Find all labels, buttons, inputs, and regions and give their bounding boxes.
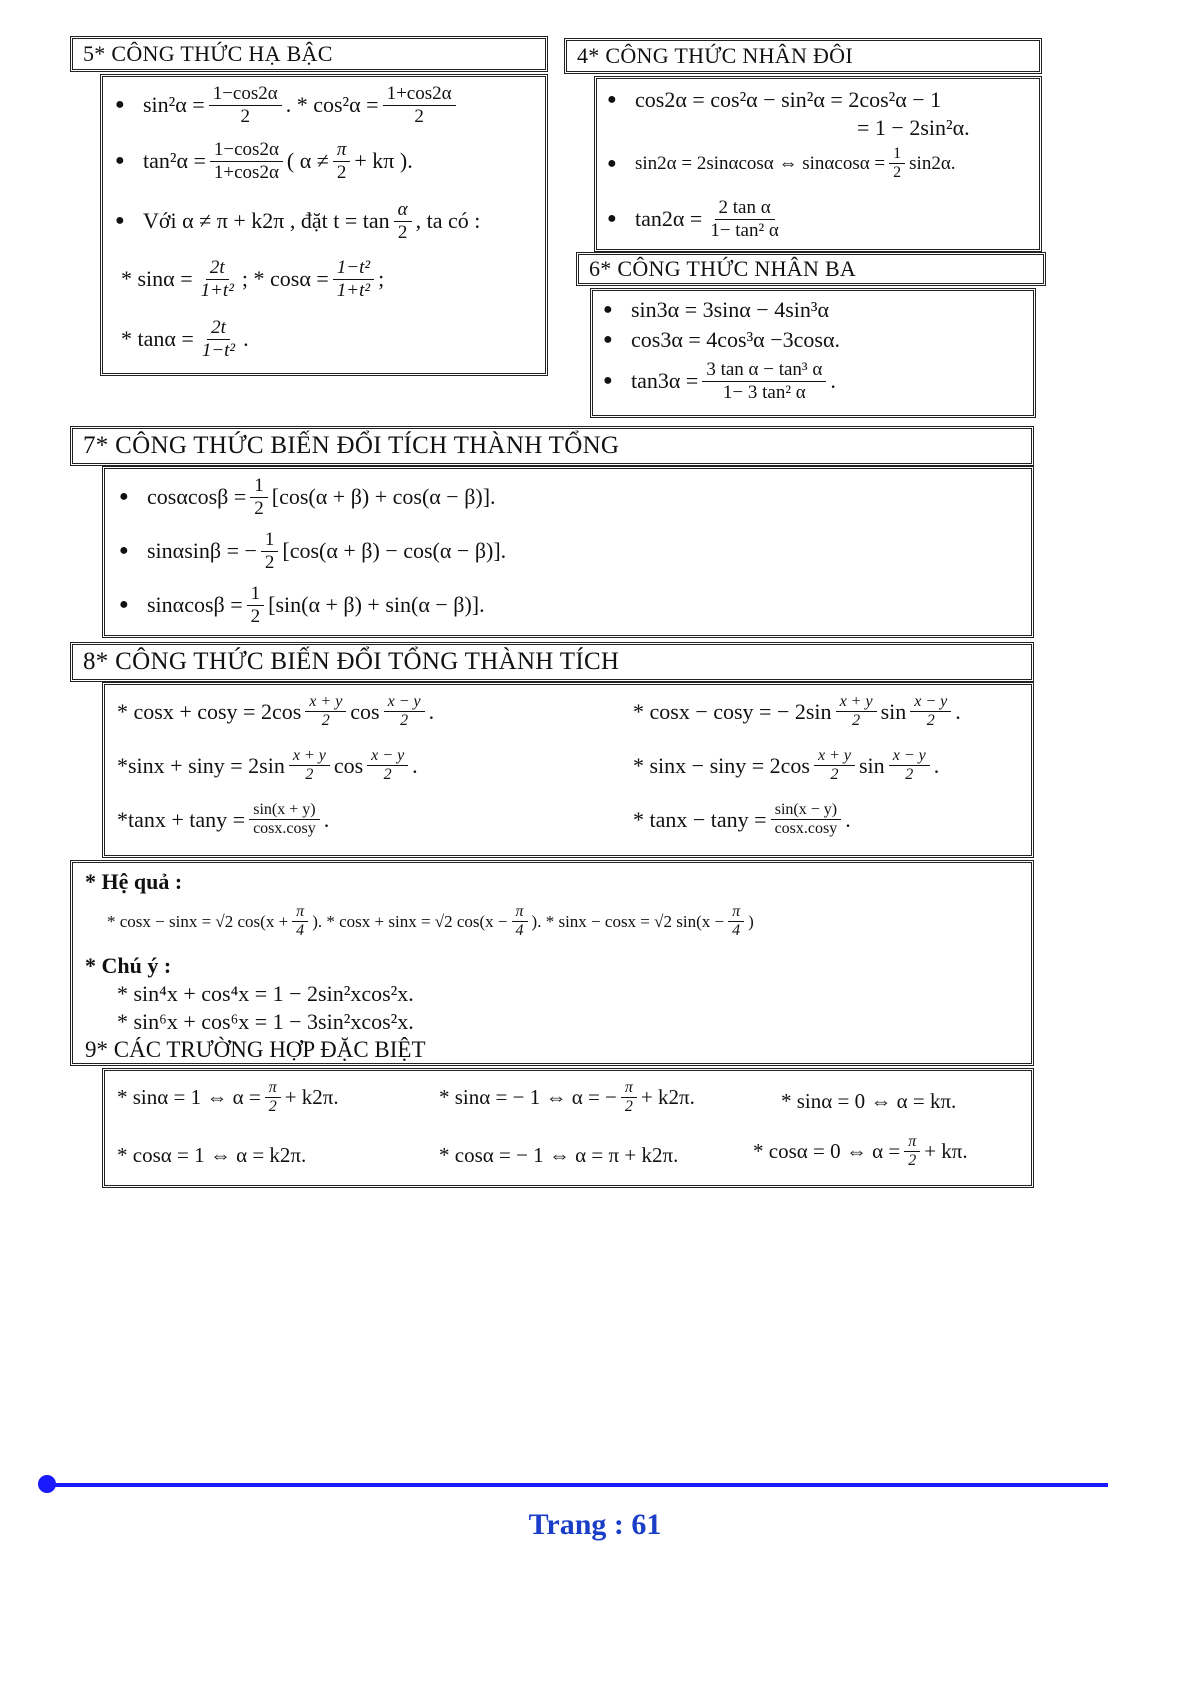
section-9-box: [102, 1068, 1034, 1188]
formula-sin-cos-t: [121, 257, 384, 302]
text: + kπ.: [924, 1139, 968, 1164]
formula-tan3a: ● tan3α = $\frac{\text{3 tan α − tan³ α}}{\text{1− 3 tan² α}}$ .: [603, 359, 836, 403]
formula-sin2a: ● sin2α = 2sinαcosα ⇔ sinαcosα = $\frac{1}{2}$ sin2α.: [607, 145, 956, 182]
numerator: x − y: [367, 747, 408, 766]
section-4-box: [594, 76, 1042, 252]
numerator: π: [904, 1133, 920, 1152]
numerator: 1−cos2α: [210, 139, 283, 162]
denominator: 2: [383, 766, 392, 784]
section-5-box: [100, 74, 548, 376]
numerator: x − y: [889, 747, 930, 766]
numerator: π: [621, 1079, 637, 1098]
formula-cos-eq-1: [117, 1143, 306, 1168]
text: = 1 − 2sin²α.: [857, 115, 970, 140]
fraction: [210, 139, 283, 184]
formula-tan-t: [121, 317, 249, 362]
denominator: 2: [305, 766, 314, 784]
fraction: [512, 903, 528, 941]
fraction: [910, 693, 951, 731]
text: *tanx + tany =: [117, 806, 246, 832]
text: .: [323, 806, 330, 832]
formula-sinacosb: ● sinαcosβ = $\frac{1}{2}$ [sin(α + β) + sin(α − β)].: [119, 583, 485, 627]
corollary-formulas: [107, 903, 754, 941]
text: sin: [859, 752, 885, 778]
denominator: 4: [515, 922, 524, 940]
numerator: x + y: [814, 747, 855, 766]
text: sin2α = 2sinαcosα ⇔ sinαcosα =: [635, 152, 886, 174]
corollary-title: * Hệ quả :: [85, 869, 183, 894]
numerator: x + y: [305, 693, 346, 712]
text: Với α ≠ π + k2π , đặt t = tan: [143, 208, 390, 234]
fraction: [261, 529, 279, 574]
denominator: 2: [321, 712, 330, 730]
text: .: [955, 698, 961, 724]
text: ( α ≠: [286, 148, 329, 174]
section-6-title-text: 6* CÔNG THỨC NHÂN BA: [589, 256, 857, 281]
formula-tan2-half: ● tan²α = $\frac{1-\cos 2\alpha}{1+\cos 2\alpha}$ ( α ≠ $\frac{\pi}{2}$ + kπ ).: [115, 139, 413, 183]
fraction: [305, 693, 346, 731]
section-5-title: [70, 36, 548, 72]
text: * sinx − cosx = √2 sin(x −: [545, 911, 725, 931]
section-7-title: [70, 426, 1034, 466]
text: * cosα = 0 ⇔ α =: [753, 1139, 901, 1164]
denominator: 1+cos2α: [213, 161, 279, 183]
section-5-title-text: 5* CÔNG THỨC HẠ BẬC: [83, 41, 333, 66]
text: * sinα = 1 ⇔ α =: [117, 1085, 261, 1110]
numerator: 1−cos2α: [209, 83, 282, 106]
denominator: cosx.cosy: [253, 820, 316, 838]
fraction: [367, 747, 408, 785]
numerator: 1: [261, 529, 279, 552]
text: ).: [312, 911, 323, 931]
text: .: [428, 698, 435, 724]
fraction: [198, 317, 239, 362]
formula-tan2a: ● tan2α = $\frac{\text{2 tan α}}{\text{1− tan² α}}$: [607, 197, 787, 242]
section-8-title-text: 8* CÔNG THỨC BIẾN ĐỔI TỔNG THÀNH TÍCH: [83, 648, 620, 675]
denominator: 2: [908, 1152, 917, 1170]
text: . * cos²α =: [285, 92, 379, 118]
denominator: 2: [268, 1098, 277, 1116]
fraction: [250, 475, 268, 520]
text: ;: [378, 266, 385, 292]
numerator: x + y: [836, 693, 877, 712]
text: [cos(α + β) + cos(α − β)].: [271, 484, 496, 510]
denominator: 2: [397, 221, 408, 243]
denominator: 2: [830, 766, 839, 784]
numerator: x − y: [910, 693, 951, 712]
text: * cosα = − 1 ⇔ α = π + k2π.: [439, 1143, 679, 1167]
fraction: [836, 693, 877, 731]
numerator: 1+cos2α: [383, 83, 456, 106]
numerator: sin(x + y): [249, 801, 319, 820]
denominator: 2: [414, 105, 424, 127]
denominator: 1− 3 tan² α: [722, 381, 806, 403]
formula-cosx-minus-cosy: [633, 693, 961, 731]
text: .: [933, 752, 940, 778]
text: sin²α =: [143, 92, 205, 118]
section-6-title: [576, 252, 1046, 286]
fraction: [333, 257, 374, 302]
text: * cosx + sinx = √2 cos(x −: [326, 911, 508, 931]
denominator: 1− tan² α: [710, 219, 779, 241]
section-7-box: [102, 466, 1034, 638]
denominator: 2: [250, 605, 261, 627]
text: * cosx − cosy = − 2sin: [633, 698, 832, 724]
text: cos3α = 4cos³α −3cosα.: [631, 327, 840, 352]
formula-sin3a: ● sin3α = 3sinα − 4sin³α: [603, 297, 830, 322]
text: sin: [880, 698, 907, 724]
denominator: 4: [296, 922, 305, 940]
footer-rule: [48, 1483, 1108, 1487]
fraction: [889, 747, 930, 785]
denominator: 1−t²: [201, 339, 236, 361]
formula-cos-eq-0: [753, 1133, 968, 1171]
text: .: [830, 368, 836, 394]
text: * tanα =: [121, 326, 194, 352]
formula-cosx-plus-cosy: [117, 693, 434, 731]
denominator: 2: [852, 712, 861, 730]
formula-sin-eq-minus-1: [439, 1079, 695, 1117]
text: * sinx − siny = 2cos: [633, 752, 810, 778]
numerator: 1−t²: [333, 257, 374, 280]
text: + k2π.: [284, 1085, 339, 1110]
formula-sin-eq-0: [781, 1089, 956, 1114]
text: ).: [531, 911, 542, 931]
fraction: [249, 801, 320, 839]
numerator: π: [512, 903, 528, 922]
note-title: * Chú ý :: [85, 953, 172, 978]
denominator: 2: [264, 551, 275, 573]
footer-dot: [38, 1475, 56, 1493]
text: .: [845, 806, 851, 832]
formula-sin-eq-1: [117, 1079, 339, 1117]
denominator: 2: [336, 161, 347, 183]
text: cos: [350, 698, 380, 724]
section-6-box: [590, 288, 1036, 418]
fraction: [209, 83, 282, 128]
fraction: [247, 583, 265, 628]
denominator: 1+t²: [336, 279, 371, 301]
text: *sinx + siny = 2sin: [117, 752, 285, 778]
corollary-box: [70, 860, 1034, 1066]
numerator: π: [728, 903, 744, 922]
formula-sin2-half: ● sin²α = $\frac{1-\cos 2\alpha}{2}$ . * cos²α = $\frac{1+\cos 2\alpha}{2}$: [115, 83, 460, 128]
denominator: 4: [732, 922, 741, 940]
fraction: [706, 197, 783, 242]
numerator: x + y: [289, 747, 330, 766]
numerator: 3 tan α − tan³ α: [702, 359, 826, 382]
text: tan2α =: [635, 206, 703, 232]
text: ; * cosα =: [241, 266, 329, 292]
numerator: 2t: [206, 257, 229, 280]
text: * cosα = 1 ⇔ α = k2π.: [117, 1143, 307, 1167]
text: * sinα = 0 ⇔ α = kπ.: [781, 1089, 957, 1113]
note-formula-6: * sin⁶x + cos⁶x = 1 − 3sin²xcos²x.: [117, 1009, 414, 1034]
text: .: [243, 326, 249, 352]
fraction: [333, 139, 351, 184]
denominator: 2: [926, 712, 935, 730]
text: * sinα =: [121, 266, 193, 292]
text: * cosx − sinx = √2 cos(x +: [107, 911, 289, 931]
formula-tanx-plus-tany: [117, 801, 329, 839]
page-number: Trang : 61: [528, 1508, 662, 1541]
numerator: π: [292, 903, 308, 922]
fraction: [814, 747, 855, 785]
denominator: 2: [624, 1098, 633, 1116]
numerator: 1: [889, 145, 905, 164]
formula-cos3a: ● cos3α = 4cos³α −3cosα.: [603, 327, 840, 352]
text: + kπ ).: [354, 148, 413, 174]
fraction: [197, 257, 238, 302]
text: + k2π.: [640, 1085, 695, 1110]
numerator: x − y: [384, 693, 425, 712]
formula-tan-half-sub: ● Với α ≠ π + k2π , đặt t = tan $\frac{\alpha}{2}$ , ta có :: [115, 199, 481, 243]
text: [sin(α + β) + sin(α − β)].: [268, 592, 485, 618]
section-9-title: 9* CÁC TRƯỜNG HỢP ĐẶC BIỆT: [85, 1037, 426, 1062]
text: tan²α =: [143, 148, 206, 174]
text: .: [412, 752, 418, 778]
formula-sinasinb: ● sinαsinβ = − $\frac{1}{2}$ [cos(α + β) − cos(α − β)].: [119, 529, 507, 573]
section-8-title: [70, 642, 1034, 682]
fraction: [394, 199, 412, 244]
fraction: [771, 801, 842, 839]
text: ): [748, 911, 754, 931]
denominator: 1+t²: [200, 279, 234, 301]
section-8-box: [102, 682, 1034, 858]
formula-cos2a: ● cos2α = cos²α − sin²α = 2cos²α − 1: [607, 87, 942, 112]
denominator: 2: [240, 105, 250, 127]
formula-tanx-minus-tany: [633, 801, 851, 839]
text: cos: [333, 752, 364, 778]
denominator: 2: [254, 497, 264, 519]
formula-sinx-minus-siny: [633, 747, 939, 785]
fraction: [292, 903, 308, 941]
text: sin2α.: [909, 152, 956, 174]
fraction: [904, 1133, 920, 1171]
denominator: 2: [905, 766, 914, 784]
section-7-title-text: 7* CÔNG THỨC BIẾN ĐỔI TÍCH THÀNH TỔNG: [83, 432, 620, 459]
text: tan3α =: [631, 368, 699, 394]
section-4-title-text: 4* CÔNG THỨC NHÂN ĐÔI: [577, 43, 853, 68]
text: * cosx + cosy = 2cos: [117, 698, 302, 724]
numerator: 1: [250, 475, 268, 498]
numerator: sin(x − y): [771, 801, 841, 820]
numerator: π: [265, 1079, 281, 1098]
formula-cos-eq-minus-1: [439, 1143, 678, 1168]
numerator: 1: [247, 583, 265, 606]
fraction: [702, 359, 826, 404]
numerator: 2 tan α: [715, 197, 775, 220]
text: sinαsinβ = −: [147, 538, 257, 564]
note-formula-4: * sin⁴x + cos⁴x = 1 − 2sin²xcos²x.: [117, 981, 414, 1006]
denominator: 2: [400, 712, 409, 730]
denominator: cosx.cosy: [774, 820, 838, 838]
fraction: [384, 693, 425, 731]
formula-cos2a-alt: [857, 115, 970, 141]
text: * sinα = − 1 ⇔ α = −: [439, 1085, 617, 1110]
formula-sinx-plus-siny: [117, 747, 418, 785]
section-4-title: [564, 38, 1042, 74]
fraction: [265, 1079, 281, 1117]
text: sinαcosβ =: [147, 592, 243, 618]
numerator: π: [333, 139, 351, 162]
numerator: 2t: [207, 317, 230, 340]
text: , ta có :: [415, 208, 481, 234]
numerator: α: [394, 199, 412, 222]
formula-cosacosb: ● cosαcosβ = $\frac{1}{2}$ [cos(α + β) + cos(α − β)].: [119, 475, 496, 519]
text: cos2α = cos²α − sin²α = 2cos²α − 1: [635, 87, 942, 112]
text: [cos(α + β) − cos(α − β)].: [282, 538, 507, 564]
fraction: [289, 747, 330, 785]
fraction: [383, 83, 456, 128]
text: * tanx − tany =: [633, 806, 767, 832]
fraction: [889, 145, 905, 183]
denominator: 2: [893, 164, 902, 182]
text: sin3α = 3sinα − 4sin³α: [631, 297, 830, 322]
text: cosαcosβ =: [147, 484, 247, 510]
fraction: [728, 903, 744, 941]
fraction: [621, 1079, 637, 1117]
